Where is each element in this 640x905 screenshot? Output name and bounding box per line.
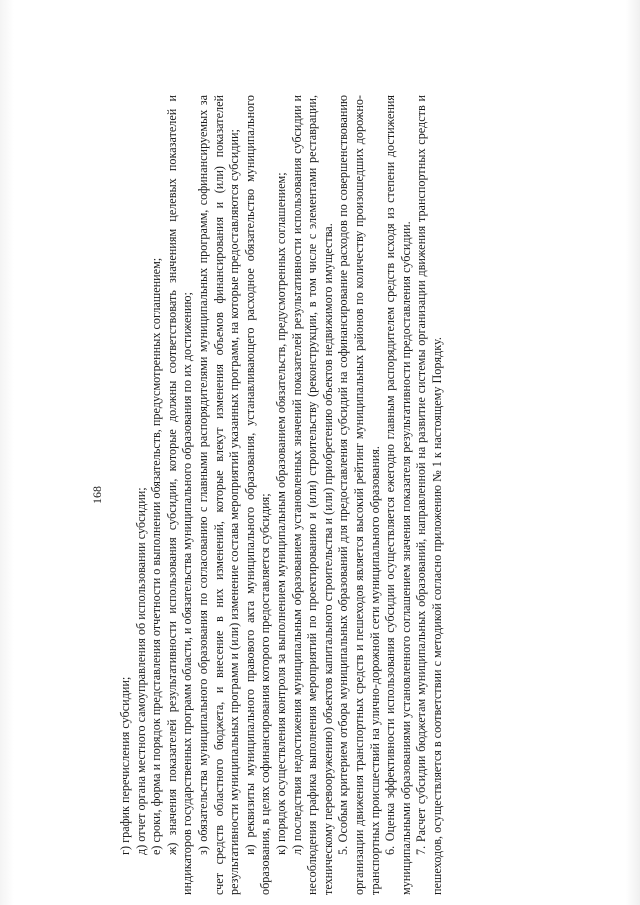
paragraph-7: 7. Расчет субсидии бюджетам муниципальных образований, направленной на развитие системы организации движения транспортных средств и пешеходов, осуществляется в соответствии с методикой согласно приложению № 1 к настоящему Порядку. bbox=[414, 95, 444, 895]
paragraph-6: 6. Оценка эффективности использования субсидии осуществляется ежегодно главным распорядителем средств исходя из степени достижения муниципальными образованиями установленного соглашением значения показателя результативности предоставления субсидии. bbox=[383, 95, 413, 895]
paragraph-k: к) порядок осуществления контроля за выполнением муниципальным образованием обязательств, предусмотренных соглашением; bbox=[273, 172, 288, 855]
paragraph-5: 5. Особым критерием отбора муниципальных образований для предоставления субсидий на софинансирование расходов по совершенствованию организации движения транспортных средств и пешеходов является высокий рейтинг муниципальных районов по количеству произошедших дорожно-транспортных происшествий на улично-дорожной сети муниципального образования. bbox=[336, 95, 382, 895]
rotated-page bbox=[90, 95, 615, 895]
page-number: 168 bbox=[90, 486, 104, 504]
paragraph-l: л) последствия недостижения муниципальным образованием установленных значений показателей результативности использования субсидии и несоблюдения графика выполнения мероприятий по проектированию и (или) строительству (реконструкции, в том числе с элементами реставрации, техническому перевооружению) объектов капитального строительства и (или) приобретению объектов недвижимого имущества. bbox=[289, 95, 335, 895]
paragraph-i: и) реквизиты муниципального правового акта муниципального образования, устанавливающего расходное обязательство муниципального образования, в целях софинансирования которого предоставляется субсидия; bbox=[242, 95, 273, 895]
paragraph-d: д) отчет органа местного самоуправления об использовании субсидии; bbox=[133, 487, 148, 855]
document-body bbox=[118, 95, 445, 895]
paragraph-z: з) обязательства муниципального образования по согласованию с главными распорядителями муниципальных программ, софинансируемых за счет средств областного бюджета, и внесение в них изменений, которые влекут изменения объемов финансирования и (или) показателей результативности муниципальных программ и (или) изменение состава мероприятий указанных программ, на которые предоставляются субсидии; bbox=[195, 95, 242, 895]
paragraph-g: г) график перечисления субсидии; bbox=[118, 676, 132, 855]
paragraph-e: е) сроки, форма и порядок представления отчетности о выполнении обязательств, предусмотренных соглашением; bbox=[149, 257, 164, 855]
paragraph-zh: ж) значения показателей результативности использования субсидии, которые должны соответствовать значениям целевых показателей и индикаторов государственных программ области, и обязательства муниципального образования по их достижению; bbox=[164, 95, 195, 895]
